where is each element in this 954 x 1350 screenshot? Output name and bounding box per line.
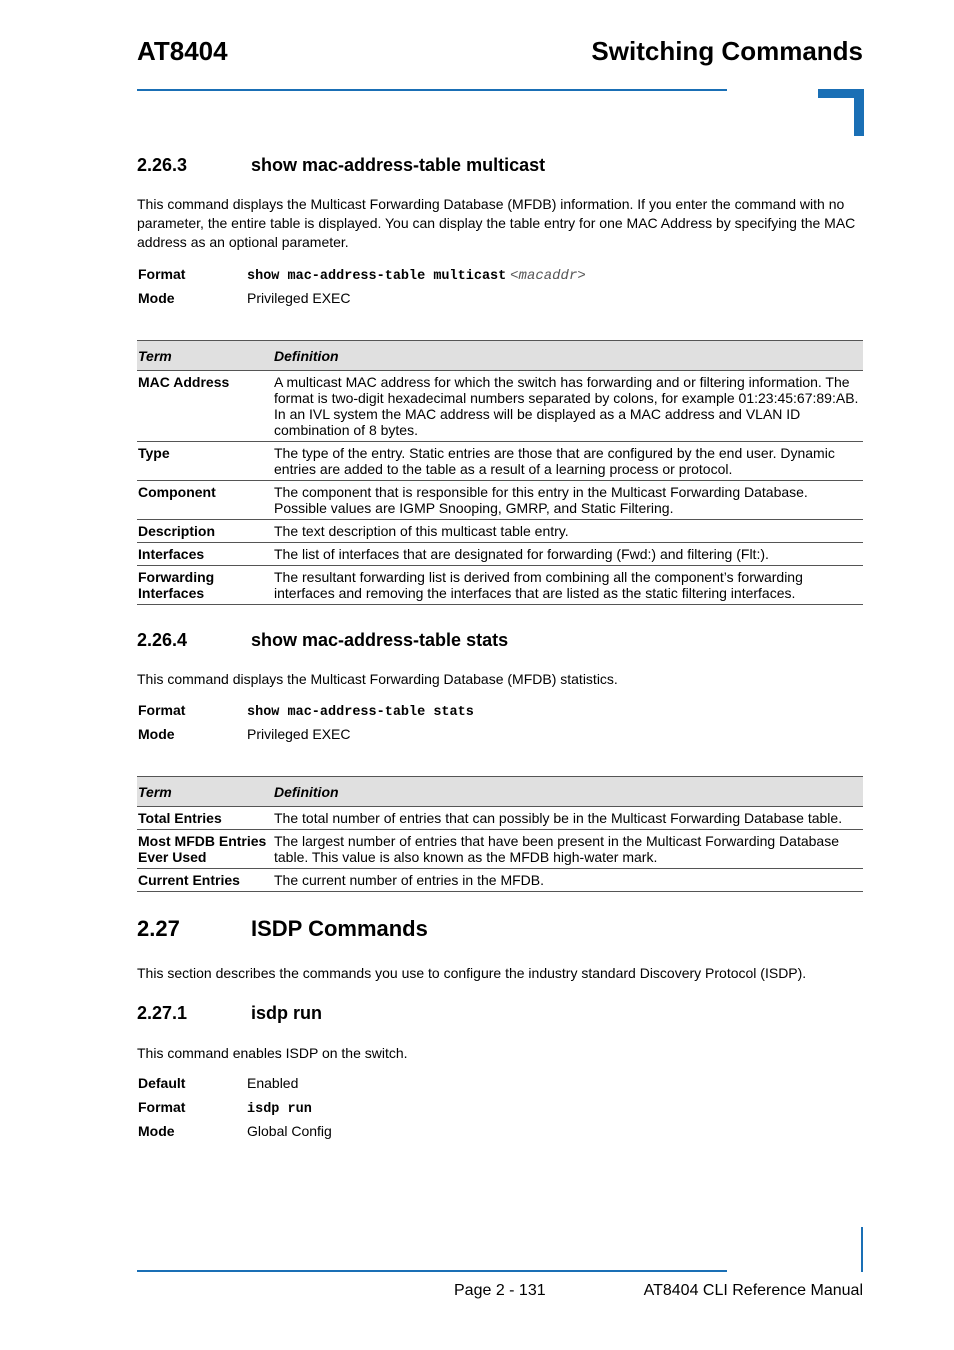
table-row <box>137 543 863 566</box>
section-title: show mac-address-table multicast <box>251 155 546 175</box>
table-header-row <box>137 341 863 371</box>
table-row <box>137 566 863 605</box>
format-command: show mac-address-table stats <box>247 705 474 720</box>
table-row <box>137 807 863 830</box>
format-parameter: <macaddr> <box>510 268 586 284</box>
format-label: Format <box>138 266 186 282</box>
term-cell: Component <box>137 481 273 520</box>
term-cell: Type <box>137 442 273 481</box>
definition-table <box>137 776 863 892</box>
table-row <box>137 442 863 481</box>
format-label: Format <box>138 702 186 718</box>
mode-value: Privileged EXEC <box>247 726 351 742</box>
definition-cell: A multicast MAC address for which the switch has forwarding and or filtering information. The format is two-digit hexadecimal numbers separated by colons, for example 01:23:45:67:89:AB. In an IVL system the MAC address will be displayed as a MAC address and VLAN ID combination of 8 bytes. <box>273 371 863 442</box>
definition-cell: The list of interfaces that are designated for forwarding (Fwd:) and filtering (Flt:). <box>273 543 863 566</box>
term-cell: Total Entries <box>137 807 273 830</box>
definition-cell: The text description of this multicast table entry. <box>273 520 863 543</box>
table-row <box>137 481 863 520</box>
table-row <box>137 520 863 543</box>
footer-rule <box>137 1270 727 1272</box>
definition-cell: The component that is responsible for this entry in the Multicast Forwarding Database. Possible values are IGMP Snooping, GMRP, and Static Filtering. <box>273 481 863 520</box>
column-header-definition: Definition <box>273 341 863 371</box>
format-value <box>247 1099 312 1117</box>
mode-label: Mode <box>138 726 175 742</box>
section-number: 2.26.3 <box>137 155 188 175</box>
header-rule <box>137 89 727 91</box>
section-number: 2.27.1 <box>137 1003 188 1023</box>
format-value <box>247 702 474 720</box>
header-corner-mark <box>818 89 864 136</box>
term-cell: Forwarding Interfaces <box>137 566 273 605</box>
header-product: AT8404 <box>137 36 228 66</box>
default-label: Default <box>138 1075 186 1091</box>
section-number: 2.26.4 <box>137 630 188 650</box>
mode-value: Privileged EXEC <box>247 290 351 306</box>
table-header-row <box>137 777 863 807</box>
section-title: show mac-address-table stats <box>251 630 509 650</box>
definition-cell: The total number of entries that can possibly be in the Multicast Forwarding Database table. <box>273 807 863 830</box>
format-label: Format <box>138 1099 186 1115</box>
definition-cell: The type of the entry. Static entries are those that are configured by the end user. Dynamic entries are added to the table as a result of a learning process or protocol. <box>273 442 863 481</box>
table-row <box>137 830 863 869</box>
term-cell: Description <box>137 520 273 543</box>
page-number: Page 2 - 131 <box>454 1282 546 1299</box>
footer-corner-mark <box>861 1227 863 1272</box>
definition-table <box>137 340 863 605</box>
definition-cell: The largest number of entries that have been present in the Multicast Forwarding Database table. This value is also known as the MFDB high-water mark. <box>273 830 863 869</box>
chapter-section-number: 2.27 <box>137 916 180 941</box>
table-row <box>137 869 863 892</box>
column-header-definition: Definition <box>273 777 863 807</box>
mode-label: Mode <box>138 1123 175 1139</box>
term-cell: Most MFDB Entries Ever Used <box>137 830 273 869</box>
term-cell: Current Entries <box>137 869 273 892</box>
format-command: isdp run <box>247 1102 312 1117</box>
format-command: show mac-address-table multicast <box>247 269 507 284</box>
column-header-term: Term <box>137 341 273 371</box>
column-header-term: Term <box>137 777 273 807</box>
chapter-section-title: ISDP Commands <box>251 916 428 941</box>
term-cell: MAC Address <box>137 371 273 442</box>
term-cell: Interfaces <box>137 543 273 566</box>
default-value: Enabled <box>247 1075 299 1091</box>
section-title: isdp run <box>251 1003 322 1023</box>
section-description: This section describes the commands you use to configure the industry standard Discovery Protocol (ISDP). <box>137 965 807 981</box>
mode-label: Mode <box>138 290 175 306</box>
section-description: This command displays the Multicast Forwarding Database (MFDB) statistics. <box>137 671 618 687</box>
definition-cell: The resultant forwarding list is derived from combining all the component’s forwarding interfaces and removing the interfaces that are listed as the static filtering interfaces. <box>273 566 863 605</box>
section-description: This command enables ISDP on the switch. <box>137 1045 408 1061</box>
format-value <box>247 266 586 284</box>
manual-title: AT8404 CLI Reference Manual <box>643 1282 863 1299</box>
section-description: This command displays the Multicast Forwarding Database (MFDB) information. If you enter the command with no parameter, the entire table is displayed. You can display the table entry for one MAC Address by specifying the MAC address as an optional parameter. <box>137 196 856 250</box>
header-chapter: Switching Commands <box>591 36 863 66</box>
table-row <box>137 371 863 442</box>
definition-cell: The current number of entries in the MFDB. <box>273 869 863 892</box>
mode-value: Global Config <box>247 1123 332 1139</box>
